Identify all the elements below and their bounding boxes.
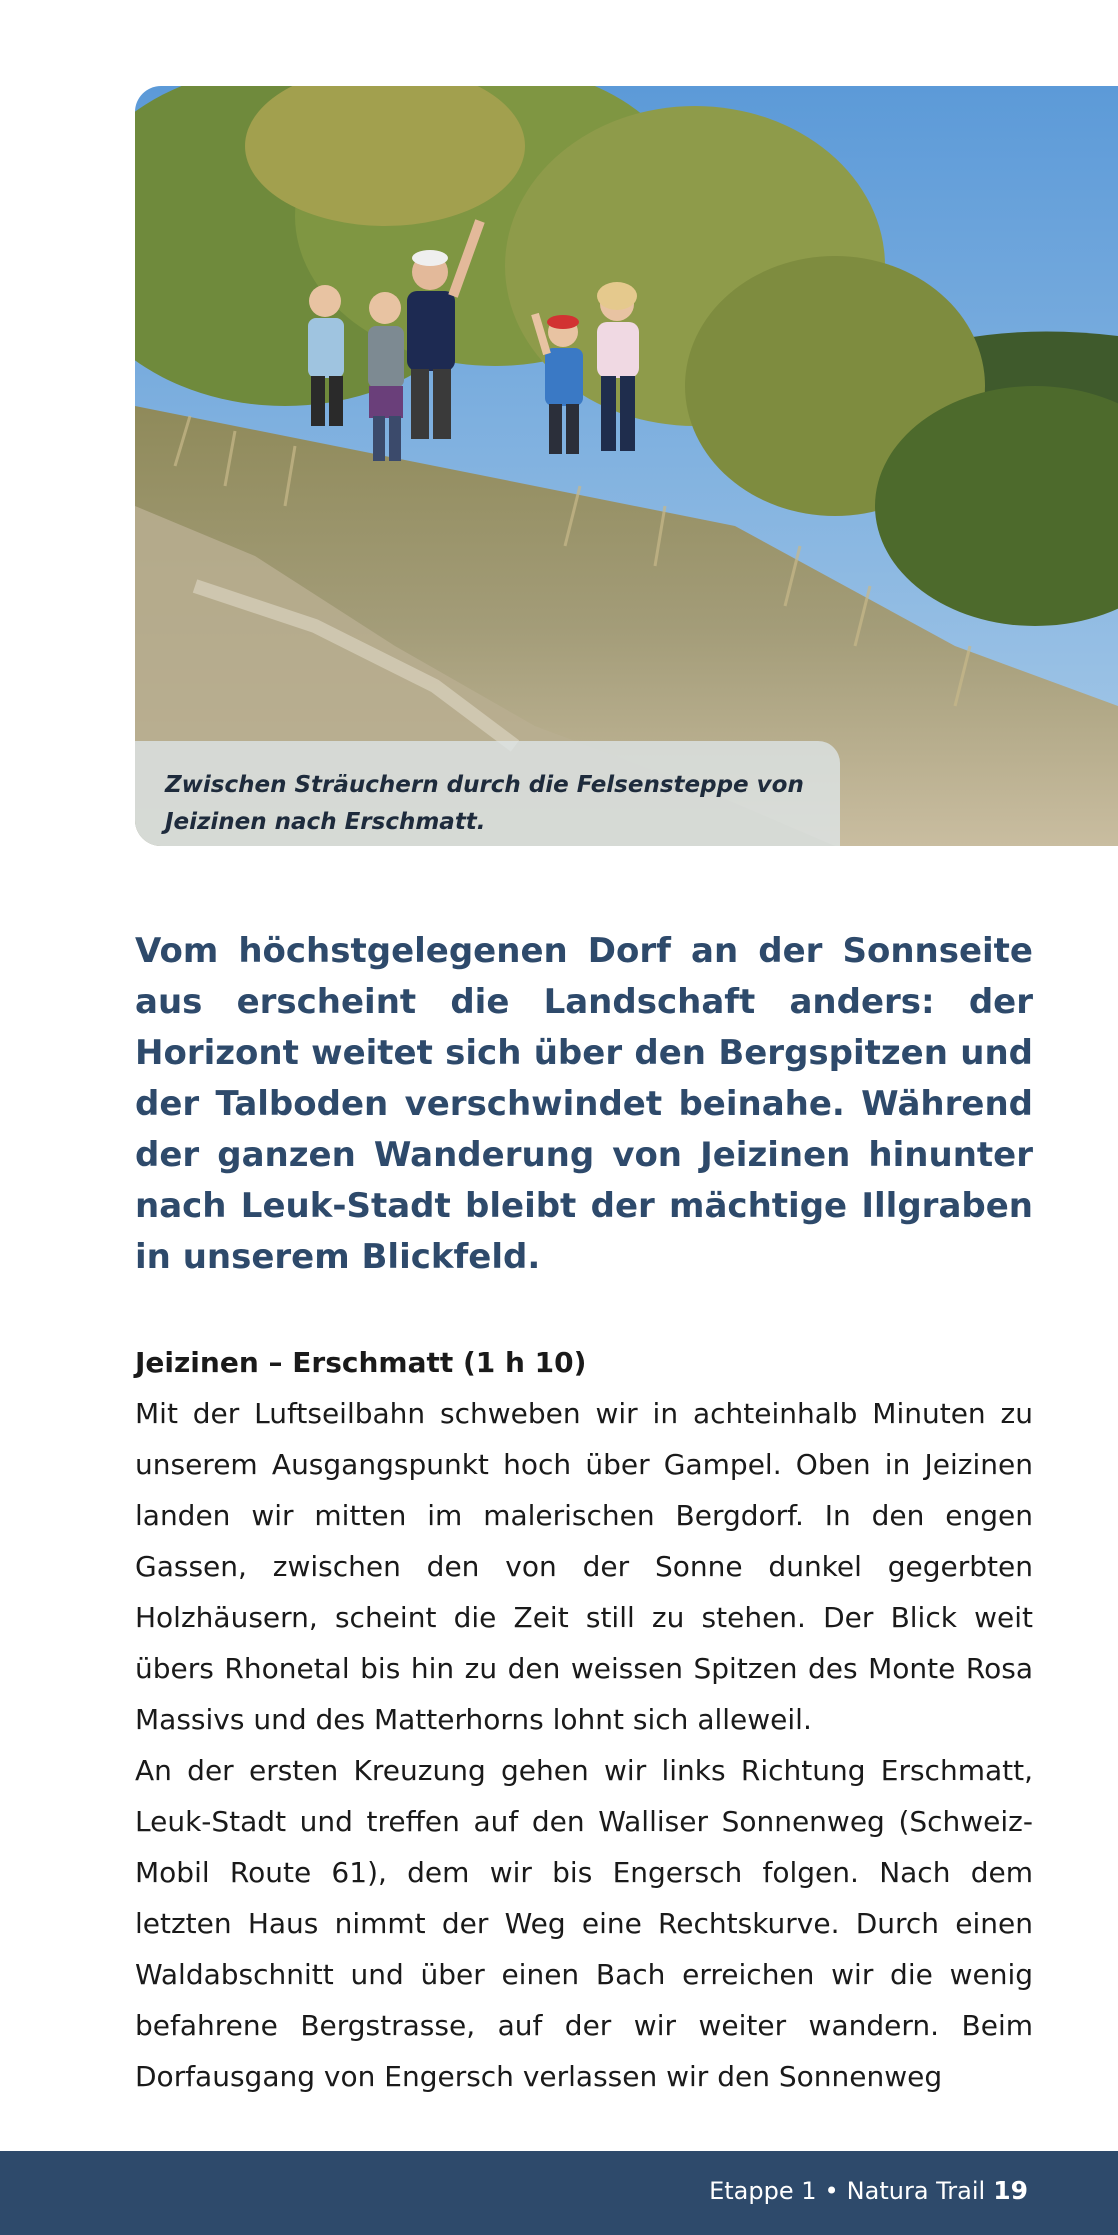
- hiking-scene-image: [135, 86, 1118, 846]
- footer-stage: Etappe 1: [709, 2177, 817, 2205]
- footer-trail: Natura Trail: [846, 2177, 986, 2205]
- page-footer: [0, 2151, 1118, 2235]
- section-body: [135, 1388, 1033, 2102]
- body-paragraph: An der ersten Kreuzung gehen wir links Richtung Erschmatt, Leuk-Stadt und treffen auf den Walliser Sonnenweg (Schweiz-Mobil Route 61), dem wir bis Engersch folgen. Nach dem letzten Haus nimmt der Weg eine Rechtskurve. Durch einen Waldabschnitt und über einen Bach erreichen wir die wenig befahrene Bergstrasse, auf der wir weiter wandern. Beim Dorfausgang von Engersch verlassen wir den Sonnenweg: [135, 1754, 1033, 2093]
- footer-separator: •: [824, 2177, 839, 2205]
- family-hiking-photo: [135, 86, 1118, 846]
- footer-label: [709, 2171, 1028, 2211]
- body-paragraph: Mit der Luftseilbahn schweben wir in achteinhalb Minuten zu unserem Ausgangspunkt hoch über Gampel. Oben in Jeizinen landen wir mitten im malerischen Bergdorf. In den engen Gassen, zwischen den von der Sonne dunkel gegerbten Holzhäusern, scheint die Zeit still zu stehen. Der Blick weit übers Rhonetal bis hin zu den weissen Spitzen des Monte Rosa Massivs und des Matterhorns lohnt sich alleweil.: [135, 1397, 1033, 1736]
- photo-caption: Zwischen Sträuchern durch die Felsensteppe von Jeizinen nach Erschmatt.: [135, 741, 840, 846]
- lead-paragraph: Vom höchstgelegenen Dorf an der Sonnseite aus erscheint die Landschaft anders: der Horizont weitet sich über den Bergspitzen und der Talboden verschwindet beinahe. Während der ganzen Wanderung von Jeizinen hinunter nach Leuk-Stadt bleibt der mächtige Illgraben in unserem Blickfeld.: [135, 931, 1033, 1277]
- page-number: 19: [993, 2176, 1028, 2205]
- section-heading: Jeizinen – Erschmatt (1 h 10): [135, 1346, 587, 1379]
